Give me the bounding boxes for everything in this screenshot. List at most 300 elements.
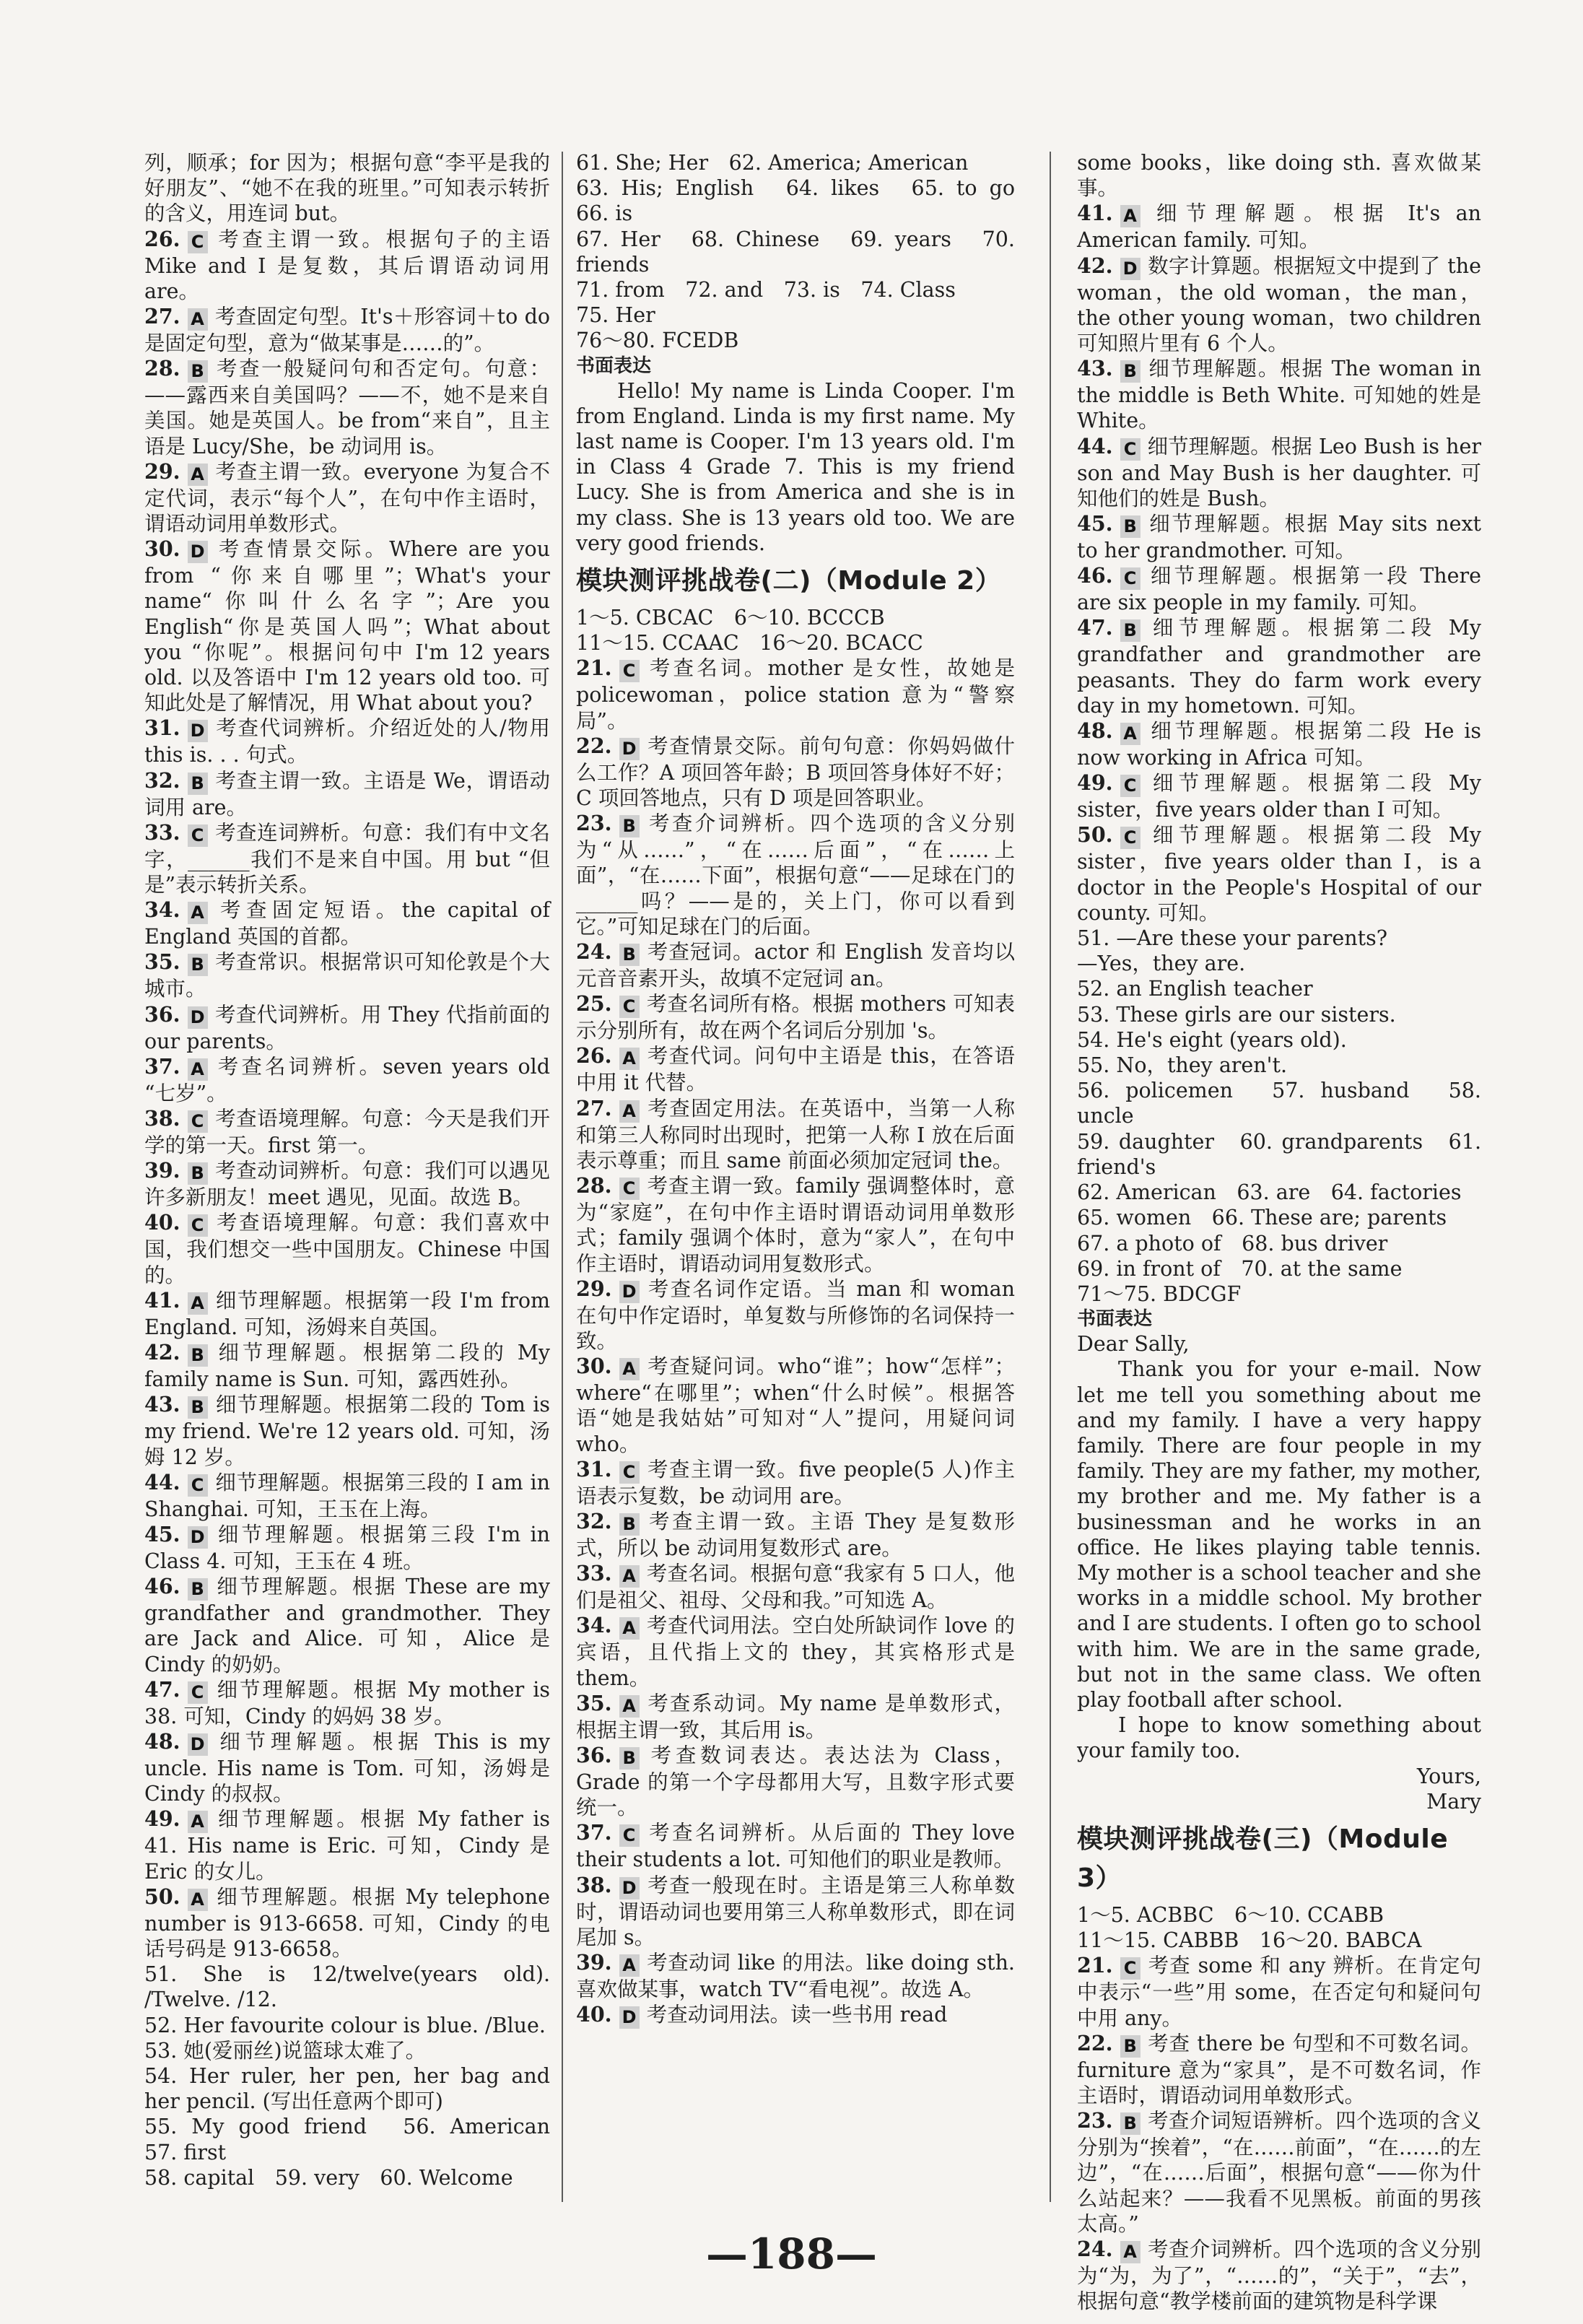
answer-letter: B — [1120, 360, 1141, 383]
answer-letter: A — [188, 1292, 208, 1315]
answer-item — [576, 1457, 1015, 1509]
letter-greeting: Dear Sally, — [1077, 1332, 1190, 1357]
answer-letter: C — [619, 996, 640, 1018]
answer-item — [1077, 718, 1481, 770]
explanation-text: 54. Her ruler, her pen, her bag and her pencil. (写出任意两个即可) — [144, 2063, 550, 2114]
explanation-text: 考查代词用法。空白处所缺词作 love 的宾语，且代指上文的 they，其宾格形式是 them。 — [576, 1614, 1015, 1690]
question-number: 27. — [576, 1095, 612, 1120]
explanation-text: 考查固定短语。the capital of England 英国的首都。 — [144, 898, 550, 949]
explanation-text: 71. from 72. and 73. is 74. Class — [576, 278, 956, 303]
answer-letter: C — [619, 1824, 640, 1847]
question-number: 40. — [576, 2002, 612, 2027]
explanation-text: 考查疑问词。who“谁”；how“怎样”；where“在哪里”；when“什么时候”。根据答语“她是我姑姑”可知对“人”提问，用疑问词 who。 — [576, 1354, 1015, 1456]
answer-item — [1077, 434, 1481, 511]
question-number: 50. — [144, 1884, 180, 1909]
answer-item — [144, 459, 550, 536]
answer-item — [1077, 356, 1481, 433]
answer-item — [144, 949, 550, 1001]
explanation-text: 67. a photo of 68. bus driver — [1077, 1231, 1388, 1255]
answer-letter: C — [188, 1110, 208, 1133]
explanation-text: 细节理解题。根据第一段 I'm from England. 可知，汤姆来自英国。 — [144, 1288, 550, 1339]
answer-line — [1077, 1281, 1481, 1307]
answer-letter: A — [619, 1358, 640, 1380]
explanation-text: 55. My good friend 56. American 57. first — [144, 2115, 571, 2164]
explanation-text: 考查固定句型。It's＋形容词＋to do 是固定句型，意为“做某事是……的”。 — [144, 305, 550, 356]
answer-letter: C — [619, 1178, 640, 1200]
answer-item — [1077, 2031, 1481, 2108]
question-number: 40. — [144, 1210, 180, 1235]
column-divider — [562, 152, 563, 2202]
question-number: 24. — [1077, 2237, 1113, 2261]
answer-letter: C — [619, 1461, 640, 1484]
answer-item — [1077, 511, 1481, 563]
question-number: 22. — [1077, 2030, 1113, 2055]
answer-letter: C — [619, 660, 640, 682]
answer-letter: A — [619, 1695, 640, 1718]
answer-item — [144, 1522, 550, 1574]
explanation-text: 考查语境理解。句意：我们喜欢中国，我们想交一些中国朋友。Chinese 中国的。 — [144, 1211, 550, 1287]
answer-item — [576, 1354, 1015, 1457]
answer-item — [576, 1043, 1015, 1095]
explanation-text: 71～75. BDCGF — [1077, 1281, 1242, 1306]
answer-item — [1077, 253, 1481, 357]
answer-line — [576, 150, 1015, 175]
answer-letter: C — [1120, 1957, 1141, 1980]
answer-letter: C — [188, 1214, 208, 1237]
question-number: 27. — [144, 304, 180, 329]
question-number: 37. — [576, 1820, 612, 1845]
answer-letter: B — [188, 1344, 208, 1367]
answer-line — [1077, 976, 1481, 1001]
answer-letter: A — [619, 1100, 640, 1123]
question-number: 41. — [144, 1287, 180, 1313]
answer-item — [144, 356, 550, 459]
explanation-text: some books，like doing sth. 喜欢做某事。 — [1077, 151, 1481, 201]
answer-line — [1077, 951, 1481, 976]
answer-item — [144, 1677, 550, 1729]
explanation-text: 数字计算题。根据短文中提到了 the woman，the old woman，the man，the other young woman，two children 可知照片里有 6 个人。 — [1077, 253, 1481, 356]
column-3 — [1077, 150, 1481, 2314]
explanation-text: 考查名词所有格。根据 mothers 可知表示分别所有，故在两个名词后分别加 's。 — [576, 992, 1015, 1043]
question-number: 37. — [144, 1053, 180, 1079]
explanation-text: 考查固定用法。在英语中，当第一人称和第三人称同时出现时，把第一人称 I 放在后面表示尊重；而且 same 前面必须加定冠词 the。 — [576, 1096, 1015, 1172]
answer-item — [576, 2002, 1015, 2029]
answer-line — [1077, 1231, 1481, 1256]
explanation-text: 51. —Are these your parents? — [1077, 926, 1387, 951]
question-number: 38. — [144, 1106, 180, 1131]
explanation-text: 75. Her — [576, 303, 655, 328]
answer-item — [144, 1729, 550, 1806]
explanation-text: 考查主谓一致。根据句子的主语 Mike and I 是复数，其后谓语动词用 are。 — [144, 227, 550, 303]
answer-item — [144, 1574, 550, 1677]
answer-letter: D — [619, 1281, 640, 1303]
answer-item — [144, 536, 550, 715]
question-number: 47. — [1077, 615, 1113, 640]
question-number: 23. — [576, 811, 612, 836]
answer-line — [144, 2063, 550, 2114]
answer-letter: C — [188, 231, 208, 253]
answer-line — [576, 277, 1015, 303]
answer-letter: C — [1120, 775, 1141, 797]
question-number: 35. — [144, 949, 180, 975]
question-number: 45. — [1077, 511, 1113, 536]
answer-item — [576, 811, 1015, 939]
explanation-text: 考查常识。根据常识可知伦敦是个大城市。 — [144, 950, 550, 1001]
explanation-text: 考查名词作定语。当 man 和 woman 在句中作定语时，单复数与所修饰的名词保持一致。 — [576, 1276, 1015, 1353]
answer-letter: D — [188, 541, 208, 563]
answer-letter: A — [619, 1954, 640, 1977]
explanation-text: 细节理解题。根据 Leo Bush is her son and May Bush is her daughter. 可知他们的姓是 Bush。 — [1077, 434, 1481, 510]
answer-letter: B — [188, 1396, 208, 1419]
answer-item — [576, 1173, 1015, 1276]
explanation-text: 考查一般疑问句和否定句。句意：——露西来自美国吗？——不，她不是来自美国。她是英国人。be from“来自”，且主语是 Lucy/She，be 动词用 is。 — [144, 357, 550, 458]
question-number: 46. — [144, 1574, 180, 1599]
explanation-text: 细节理解题。根据第二段 My sister，five years older than I 可知。 — [1077, 771, 1481, 822]
section-title: 模块测评挑战卷(二)（Module 2） — [576, 566, 1002, 596]
answer-letter: A — [1120, 205, 1141, 227]
answer-letter: B — [1120, 515, 1141, 538]
question-number: 24. — [576, 939, 612, 965]
answer-item — [1077, 822, 1481, 926]
answer-item — [144, 715, 550, 767]
answer-letter: A — [188, 1058, 208, 1081]
answer-line — [144, 2165, 550, 2190]
answer-item — [1077, 2108, 1481, 2237]
question-number: 48. — [144, 1728, 180, 1754]
question-number: 49. — [1077, 770, 1113, 796]
question-number: 28. — [144, 356, 180, 381]
explanation-text: 考查语境理解。句意：今天是我们开学的第一天。first 第一。 — [144, 1107, 550, 1158]
explanation-text: 考查主谓一致。five people(5 人)作主语表示复数，be 动词用 are。 — [576, 1457, 1015, 1508]
explanation-text: 54. He's eight (years old). — [1077, 1027, 1347, 1052]
answer-item — [144, 897, 550, 949]
answer-item — [144, 227, 550, 304]
explanation-text: 细节理解题。根据 My telephone number is 913-6658. 可知，Cindy 的电话号码是 913-6658。 — [144, 1884, 550, 1961]
answer-letter: D — [1120, 258, 1141, 280]
question-number: 21. — [1077, 1953, 1113, 1978]
answer-item — [144, 304, 550, 356]
answer-letter: D — [619, 738, 640, 760]
answer-letter: C — [1120, 567, 1141, 590]
question-number: 26. — [576, 1043, 612, 1069]
question-number: 44. — [144, 1469, 180, 1494]
explanation-text: 考查介词短语辨析。四个选项的含义分别为“挨着”，“在……前面”，“在……的左边”，“在……后面”，根据句意“——你为什么站起来？——我看不见黑板。前面的男孩太高。” — [1077, 2109, 1481, 2236]
question-number: 28. — [576, 1173, 612, 1198]
question-number: 49. — [144, 1806, 180, 1832]
question-number: 39. — [576, 1949, 612, 1975]
explanation-text: 69. in front of 70. at the same — [1077, 1256, 1403, 1281]
explanation-text: 细节理解题。根据第二段 My sister，five years older than I，is a doctor in the People's Hospital of our county. 可知。 — [1077, 823, 1481, 925]
question-number: 30. — [576, 1354, 612, 1379]
explanation-text: 细节理解题。根据第三段的 I am in Shanghai. 可知，王玉在上海。 — [144, 1470, 550, 1521]
answer-item — [1077, 770, 1481, 822]
answer-line — [1077, 1027, 1481, 1053]
answer-letter: B — [188, 360, 208, 383]
section-title: 模块测评挑战卷(三)（Module 3） — [1077, 1824, 1449, 1893]
answer-letter: A — [188, 902, 208, 924]
explanation-text: —Yes，they are. — [1077, 952, 1246, 976]
answer-item — [144, 1884, 550, 1962]
answer-letter: B — [188, 954, 208, 976]
answer-line — [1077, 926, 1481, 951]
explanation-text: 细节理解题。根据 It's an American family. 可知。 — [1077, 201, 1481, 253]
explanation-text: 76～80. FCEDB — [576, 328, 739, 353]
question-number: 32. — [576, 1508, 612, 1533]
explanation-text: 考查代词辨析。介绍近处的人/物用 this is. . . 句式。 — [144, 716, 550, 767]
question-number: 34. — [144, 897, 180, 923]
answer-letter: D — [619, 2006, 640, 2029]
explanation-text: 列，顺承；for 因为；根据句意“李平是我的好朋友”、“她不在我的班里。”可知表示转折的含义，用连词 but。 — [144, 151, 550, 226]
answer-letter: A — [619, 1048, 640, 1070]
question-number: 23. — [1077, 2108, 1113, 2133]
question-number: 44. — [1077, 433, 1113, 458]
answer-keys: 11～15. CABBB 16～20. BABCA — [1077, 1928, 1422, 1953]
explanation-text: 53. These girls are our sisters. — [1077, 1002, 1396, 1027]
answer-letter: B — [1120, 2035, 1141, 2058]
explanation-text: 63. His; English 64. likes 65. to go 66. is — [576, 176, 1036, 226]
answer-item — [144, 768, 550, 820]
answer-line — [576, 328, 1015, 353]
explanation-text: 58. capital 59. very 60. Welcome — [144, 2165, 513, 2190]
question-number: 26. — [144, 226, 180, 251]
question-number: 29. — [576, 1276, 612, 1301]
explanation-text: 考查动词辨析。句意：我们可以遇见许多新朋友！meet 遇见，见面。故选 B。 — [144, 1159, 550, 1210]
explanation-text: 考查一般现在时。主语是第三人称单数时，谓语动词也要用第三人称单数形式，即在词尾加 s。 — [576, 1873, 1015, 1949]
answer-item — [576, 1096, 1015, 1173]
answer-letter: A — [188, 308, 208, 331]
answer-letter: B — [619, 1747, 640, 1770]
answer-letter: B — [619, 944, 640, 966]
answer-line — [1077, 1002, 1481, 1027]
explanation-text: 考查主谓一致。主语是 We，谓语动词用 are。 — [144, 768, 550, 819]
question-number: 43. — [144, 1392, 180, 1417]
answer-line — [1077, 1053, 1481, 1078]
question-number: 43. — [1077, 356, 1113, 381]
answer-letter: C — [188, 824, 208, 847]
letter-closing: Yours, — [1416, 1764, 1481, 1788]
answer-item — [576, 1950, 1015, 2002]
answer-item — [144, 1392, 550, 1469]
question-number: 33. — [576, 1561, 612, 1586]
answer-line — [576, 227, 1015, 277]
answer-letter: A — [619, 1617, 640, 1640]
explanation-text: 细节理解题。根据第二段的 Tom is my friend. We're 12 years old. 可知，汤姆 12 岁。 — [144, 1393, 550, 1469]
answer-letter: A — [188, 1889, 208, 1911]
answer-letter: A — [188, 464, 208, 486]
answer-letter: B — [619, 815, 640, 837]
letter-body: I hope to know something about your family too. — [1077, 1713, 1481, 1763]
explanation-text: 细节理解题。根据第一段 There are six people in my family. 可知。 — [1077, 564, 1481, 615]
question-number: 32. — [144, 767, 180, 793]
explanation-text: 细节理解题。根据 My father is 41. His name is Eric. 可知，Cindy 是 Eric 的女儿。 — [144, 1807, 550, 1884]
answer-letter: C — [1120, 827, 1141, 849]
explanation-text: 考查主谓一致。family 强调整体时，意为“家庭”，在句中作主语时谓语动词用单数形式；family 强调个体时，意为“家人”，在句中作主语时，谓语动词用复数形式。 — [576, 1174, 1015, 1276]
answer-item — [576, 734, 1015, 811]
explanation-text: 52. an English teacher — [1077, 977, 1313, 1001]
letter-signature: Mary — [1426, 1789, 1481, 1814]
explanation-text: 52. Her favourite colour is blue. /Blue. — [144, 2013, 546, 2037]
answer-line — [1077, 1205, 1481, 1230]
explanation-text: 考查动词用法。读一些书用 read — [646, 2003, 948, 2027]
answer-keys: 11～15. CCAAC 16～20. BCACC — [576, 631, 923, 656]
column-1 — [144, 150, 571, 2190]
question-number: 48. — [1077, 718, 1113, 744]
explanation-text: 考查代词。问句中主语是 this，在答语中用 it 代替。 — [576, 1044, 1015, 1095]
answer-letter: B — [1120, 2112, 1141, 2135]
answer-line — [1077, 1256, 1481, 1281]
answer-item — [144, 1002, 550, 1054]
answer-line — [144, 2038, 550, 2063]
answer-keys: 1～5. ACBBC 6～10. CCABB — [1077, 1902, 1384, 1927]
explanation-text: 考查主谓一致。主语 They 是复数形式，所以 be 动词用复数形式 are。 — [576, 1509, 1015, 1560]
column-divider — [1050, 152, 1051, 2202]
answer-letter: B — [188, 773, 208, 795]
explanation-text: 61. She; Her 62. America; American — [576, 151, 969, 175]
answer-letter: B — [188, 1578, 208, 1601]
explanation-text: 56. policemen 57. husband 58. uncle — [1077, 1079, 1481, 1128]
explanation-text: 考查连词辨析。句意：我们有中文名字，______我们不是来自中国。用 but “但是”表示转折关系。 — [144, 820, 550, 897]
explanation-text: 53. 她(爱丽丝)说篮球太难了。 — [144, 2038, 427, 2063]
answer-item — [576, 1276, 1015, 1354]
answer-letter: D — [188, 1733, 208, 1756]
explanation-text: 细节理解题。根据 The woman in the middle is Beth White. 可知她的姓是 White。 — [1077, 357, 1481, 433]
question-number: 42. — [144, 1340, 180, 1365]
explanation-text: 考查 there be 句型和不可数名词。furniture 意为“家具”，是不可数名词，作主语时，谓语动词用单数形式。 — [1077, 2031, 1481, 2107]
explanation-text: 考查动词 like 的用法。like doing sth. 喜欢做某事，watch TV“看电视”。故选 A。 — [576, 1950, 1015, 2001]
explanation-text: 考查情景交际。Where are you from “你来自哪里”；What's your name“你叫什么名字”；Are you English“你是英国人吗”；What about you “你呢”。根据问句中 I'm 12 years old. 以及答语中 I'm 12 years old too. 可知此处是了解情况，用 What about you? — [144, 537, 550, 715]
page-number: —188— — [705, 2229, 878, 2279]
explanation-text: 65. women 66. These are; parents — [1077, 1206, 1447, 1230]
answer-letter: A — [188, 1811, 208, 1833]
answer-item — [144, 1106, 550, 1158]
answer-line — [144, 150, 550, 227]
explanation-text: 考查名词。mother 是女性，故她是 policewoman，police station 意为“警察局”。 — [576, 656, 1015, 733]
answer-line — [144, 1962, 550, 2012]
question-number: 31. — [144, 715, 180, 741]
question-number: 34. — [576, 1613, 612, 1638]
explanation-text: 考查代词辨析。用 They 代指前面的 our parents。 — [144, 1002, 550, 1053]
answer-letter: B — [619, 1513, 640, 1536]
question-number: 39. — [144, 1158, 180, 1183]
explanation-text: 细节理解题。根据 May sits next to her grandmother. 可知。 — [1077, 512, 1481, 563]
question-number: 38. — [576, 1872, 612, 1897]
explanation-text: 59. daughter 60. grandparents 61. friend's — [1077, 1129, 1481, 1179]
explanation-text: 考查系动词。My name 是单数形式，根据主谓一致，其后用 is。 — [576, 1691, 1015, 1742]
explanation-text: 考查名词辨析。从后面的 They love their students a lot. 可知他们的职业是教师。 — [576, 1821, 1015, 1872]
question-number: 42. — [1077, 253, 1113, 278]
question-number: 47. — [144, 1676, 180, 1702]
answer-item — [1077, 201, 1481, 253]
question-number: 45. — [144, 1521, 180, 1546]
question-number: 36. — [576, 1742, 612, 1767]
question-number: 25. — [576, 991, 612, 1017]
answer-item — [576, 991, 1015, 1043]
writing-label: 书面表达 — [1077, 1308, 1153, 1331]
answer-item — [576, 1820, 1015, 1872]
answer-item — [576, 1873, 1015, 1950]
answer-line — [576, 175, 1036, 226]
question-number: 35. — [576, 1690, 612, 1715]
answer-item — [144, 1158, 550, 1210]
answer-item — [1077, 563, 1481, 615]
answer-item — [144, 1288, 550, 1340]
explanation-text: 细节理解题。根据第二段 My grandfather and grandmother are peasants. They do farm work every day in my hometown. 可知。 — [1077, 616, 1481, 718]
question-number: 46. — [1077, 563, 1113, 588]
explanation-text: 考查 some 和 any 辨析。在肯定句中表示“一些”用 some，在否定句和疑问句中用 any。 — [1077, 1954, 1481, 2030]
answer-letter: D — [188, 720, 208, 742]
explanation-text: 考查冠词。actor 和 English 发音均以元音音素开头，故填不定冠词 an。 — [576, 940, 1015, 991]
letter-body: Thank you for your e-mail. Now let me tell you something about me and my family. I have a very happy family. There are four people in my family. They are my father, my mother, my brother and me. My father is a businessman and he works in an office. He likes playing table tennis. My mother is a school teacher and she works in a middle school. My brother and I are students. I often go to school with him. We are in the same grade, but not in the same class. We often play football after school. — [1077, 1357, 1481, 1712]
question-number: 31. — [576, 1456, 612, 1481]
answer-line — [1077, 1129, 1481, 1180]
answer-letter: B — [188, 1162, 208, 1185]
answer-item — [576, 1691, 1015, 1743]
answer-line — [1077, 150, 1481, 201]
answer-letter: D — [188, 1006, 208, 1029]
question-number: 21. — [576, 656, 612, 681]
answer-item — [576, 1613, 1015, 1690]
answer-item — [576, 656, 1015, 733]
explanation-text: 考查主谓一致。everyone 为复合不定代词，表示“每个人”，在句中作主语时，谓语动词用单数形式。 — [144, 459, 550, 536]
explanation-text: 细节理解题。根据 These are my grandfather and grandmother. They are Jack and Alice. 可知，Alice 是 Cindy 的奶奶。 — [144, 1575, 550, 1676]
explanation-text: 55. No，they aren't. — [1077, 1053, 1287, 1078]
explanation-text: 51. She is 12/twelve(years old). /Twelve. /12. — [144, 1962, 550, 2012]
question-number: 36. — [144, 1001, 180, 1027]
answer-item — [1077, 1953, 1481, 2030]
answer-letter: A — [1120, 723, 1141, 745]
answer-letter: A — [1120, 2241, 1141, 2263]
answer-letter: A — [619, 1565, 640, 1588]
question-number: 33. — [144, 819, 180, 845]
explanation-text: 细节理解题。根据第三段 I'm in Class 4. 可知，王玉在 4 班。 — [144, 1522, 550, 1573]
explanation-text: 62. American 63. are 64. factories — [1077, 1180, 1462, 1205]
answer-letter: B — [1120, 619, 1141, 642]
explanation-text: 考查名词辨析。seven years old “七岁”。 — [144, 1054, 550, 1105]
explanation-text: 67. Her 68. Chinese 69. years 70. friends — [576, 227, 1015, 277]
question-number: 22. — [576, 733, 612, 758]
answer-item — [576, 939, 1015, 991]
explanation-text: 细节理解题。根据第二段的 My family name is Sun. 可知，露西姓孙。 — [144, 1341, 550, 1392]
answer-letter: C — [1120, 438, 1141, 461]
explanation-text: 细节理解题。根据第二段 He is now working in Africa 可知。 — [1077, 719, 1481, 770]
answer-item — [576, 1743, 1015, 1820]
answer-item — [144, 1340, 550, 1392]
answer-line — [576, 303, 1015, 328]
answer-keys: 1～5. CBCAC 6～10. BCCCB — [576, 606, 885, 630]
answer-line — [144, 2013, 550, 2038]
question-number: 50. — [1077, 822, 1113, 848]
explanation-text: 细节理解题。根据 My mother is 38. 可知，Cindy 的妈妈 38 岁。 — [144, 1677, 550, 1728]
answer-line — [1077, 1180, 1481, 1205]
explanation-text: 细节理解题。根据 This is my uncle. His name is Tom. 可知，汤姆是 Cindy 的叔叔。 — [144, 1729, 550, 1806]
answer-item — [1077, 615, 1481, 718]
writing-text: Hello! My name is Linda Cooper. I'm from England. Linda is my first name. My last name is Cooper. I'm 13 years old. I'm in Class 4 Grade 7. This is my friend Lucy. She is from America and she is in my class. She is 13 years old too. We are very good friends. — [576, 378, 1015, 555]
answer-line — [144, 2114, 571, 2164]
answer-letter: C — [188, 1681, 208, 1704]
answer-item — [576, 1509, 1015, 1561]
answer-line — [1077, 1078, 1481, 1128]
explanation-text: 考查介词辨析。四个选项的含义分别为“从……”，“在……后面”，“在……上面”，“在……下面”，根据句意“——足球在门的______吗？——是的，关上门，你可以看到它。”可知足球在门的后面。 — [576, 811, 1015, 939]
answer-item — [144, 1054, 550, 1106]
answer-item — [144, 820, 550, 897]
column-2 — [576, 150, 1036, 2029]
answer-item — [144, 1210, 550, 1287]
question-number: 29. — [144, 458, 180, 484]
answer-letter: C — [188, 1474, 208, 1497]
explanation-text: 考查数词表达。表达法为 Class，Grade 的第一个字母都用大写，且数字形式要统一。 — [576, 1743, 1015, 1820]
explanation-text: 考查情景交际。前句句意：你妈妈做什么工作？A 项回答年龄；B 项回答身体好不好；C 项回答地点，只有 D 项是回答职业。 — [576, 734, 1015, 811]
explanation-text: 考查名词。根据句意“我家有 5 口人，他们是祖父、祖母、父母和我。”可知选 A。 — [576, 1562, 1015, 1613]
